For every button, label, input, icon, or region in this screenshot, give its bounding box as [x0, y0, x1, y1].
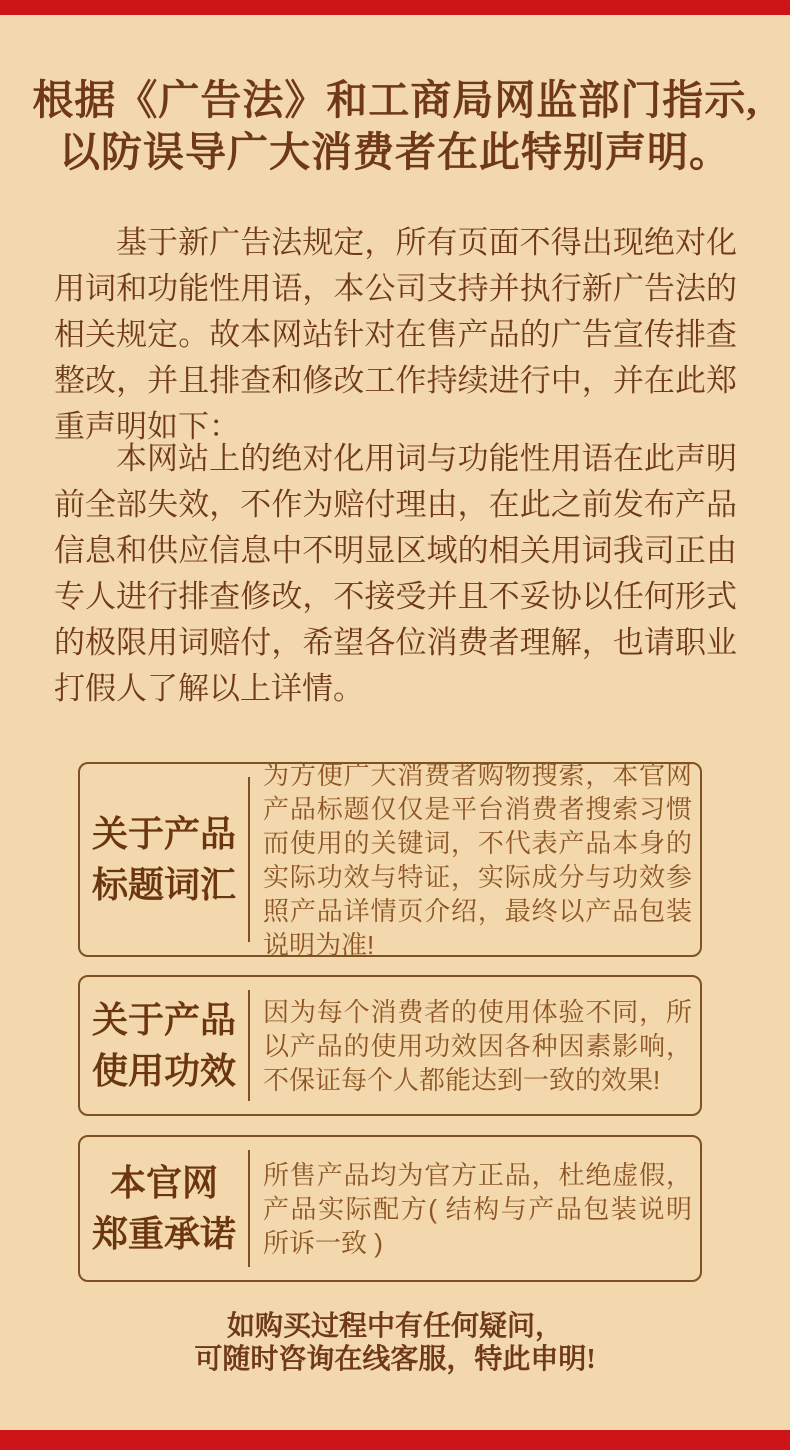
page-title-line-1: 根据《广告法》和工商局网监部门指示,	[32, 77, 758, 123]
vertical-divider	[248, 1150, 250, 1267]
footer-line-2: 可随时咨询在线客服，特此申明!	[194, 1344, 596, 1375]
top-red-divider	[0, 0, 790, 15]
notice-box-product-title	[78, 759, 702, 960]
footer-line-1: 如购买过程中有任何疑问，	[226, 1311, 563, 1342]
bottom-red-divider	[0, 1430, 790, 1450]
notice-box-official-promise-label	[80, 1158, 248, 1260]
statement-paragraph-1: 基于新广告法规定，所有页面不得出现绝对化用词和功能性用语，本公司支持并执行新广告法的相关规定。故本网站针对在售产品的广告宣传排查整改，并且排查和修改工作持续进行中，并在此郑重声明如下：	[54, 225, 737, 444]
notice-box-product-effect	[78, 975, 702, 1116]
label-line-2: 标题词汇	[91, 864, 236, 905]
vertical-divider	[248, 777, 250, 942]
notice-box-product-title-text: 为方便广大消费者购物搜索，本官网产品标题仅仅是平台消费者搜索习惯而使用的关键词，不代表产品本身的实际功效与特证，实际成分与功效参照产品详情页介绍，最终以产品包装说明为准!	[263, 759, 692, 960]
label-line-2: 郑重承诺	[91, 1213, 236, 1254]
notice-box-product-effect-label	[80, 995, 248, 1097]
notice-box-official-promise	[78, 1135, 702, 1282]
notice-box-official-promise-text: 所售产品均为官方正品，杜绝虚假，产品实际配方( 结构与产品包装说明所诉一致 )	[263, 1159, 692, 1258]
label-line-1: 关于产品	[91, 813, 236, 854]
vertical-divider	[248, 990, 250, 1101]
statement-paragraph-2: 本网站上的绝对化用词与功能性用语在此声明前全部失效，不作为赔付理由，在此之前发布产品信息和供应信息中不明显区域的相关用词我司正由专人进行排查修改，不接受并且不妥协以任何形式的极限用词赔付，希望各位消费者理解，也请职业打假人了解以上详情。	[54, 441, 737, 706]
label-line-1: 本官网	[109, 1162, 218, 1203]
page-title	[0, 74, 790, 178]
page-title-line-2: 以防误导广大消费者在此特别声明。	[59, 129, 731, 175]
label-line-1: 关于产品	[91, 999, 236, 1040]
footer-note	[0, 1310, 790, 1376]
notice-box-product-title-label	[80, 809, 248, 911]
label-line-2: 使用功效	[91, 1050, 236, 1091]
notice-box-product-effect-text: 因为每个消费者的使用体验不同，所以产品的使用功效因各种因素影响，不保证每个人都能达到一致的效果!	[263, 996, 692, 1095]
